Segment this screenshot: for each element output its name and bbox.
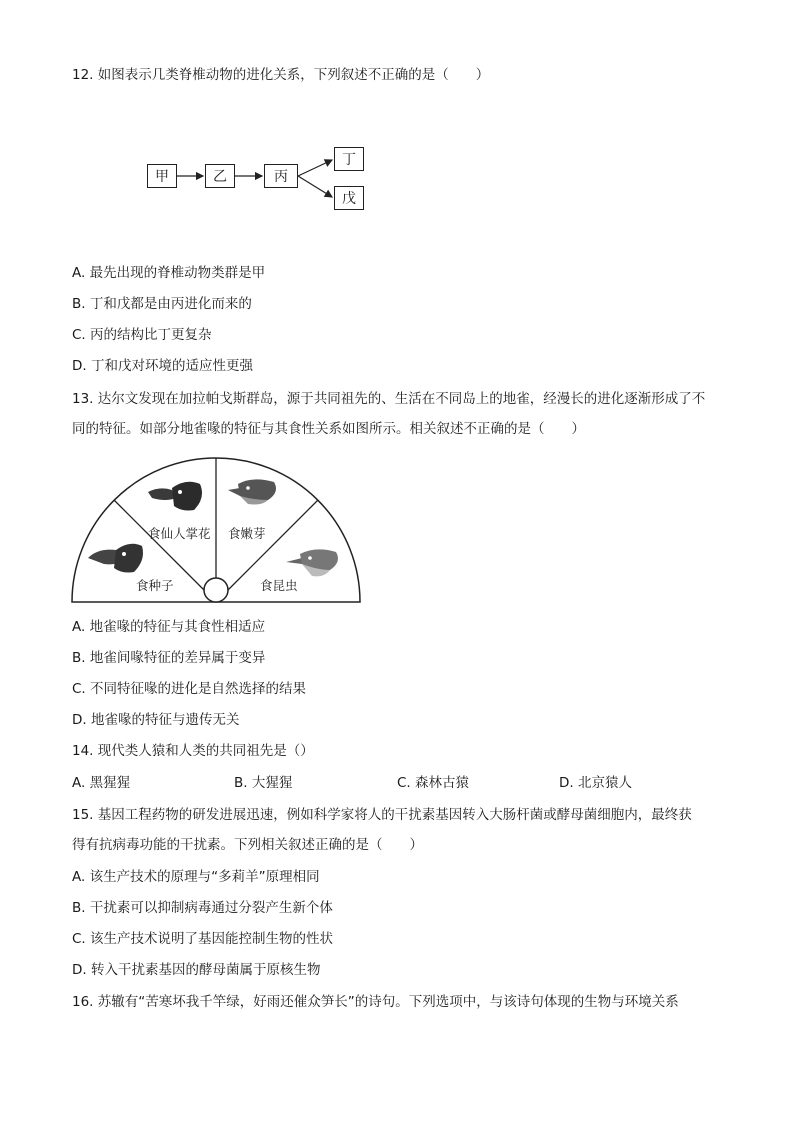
q14-option-a: A. 黑猩猩 [72,775,131,791]
q15-stem-line2: 得有抗病毒功能的干扰素。下列相关叙述正确的是（ ） [72,837,423,853]
q12-stem: 12. 如图表示几类脊椎动物的进化关系，下列叙述不正确的是（ ） [72,67,490,83]
arrow-bing-ding [298,160,332,176]
box-yi: 乙 [205,164,235,188]
q13-option-a: A. 地雀喙的特征与其食性相适应 [72,619,266,635]
box-jia: 甲 [147,164,177,188]
q13-option-b: B. 地雀间喙特征的差异属于变异 [72,650,266,666]
q12-option-b: B. 丁和戊都是由丙进化而来的 [72,296,252,312]
box-wu: 戊 [334,186,364,210]
sector-label-seed: 食种子 [136,578,174,593]
q12-arrows [0,0,794,260]
q15-option-a: A. 该生产技术的原理与“多莉羊”原理相同 [72,869,320,885]
q12-option-a: A. 最先出现的脊椎动物类群是甲 [72,265,266,281]
q13-beak-diagram [68,450,368,610]
q15-option-d: D. 转入干扰素基因的酵母菌属于原核生物 [72,962,321,978]
q14-option-c: C. 森林古猿 [397,775,470,791]
arrow-bing-wu [298,176,332,197]
q14-option-b: B. 大猩猩 [234,775,293,791]
box-ding: 丁 [334,147,364,171]
q14-option-d: D. 北京猿人 [559,775,632,791]
box-bing: 丙 [264,164,298,188]
q13-stem-line2: 同的特征。如部分地雀喙的特征与其食性关系如图所示。相关叙述不正确的是（ ） [72,421,585,437]
sector-label-insect: 食昆虫 [260,578,298,593]
q12-option-d: D. 丁和戊对环境的适应性更强 [72,358,253,374]
center-circle [204,578,228,602]
q15-stem-line1: 15. 基因工程药物的研发进展迅速，例如科学家将人的干扰素基因转入大肠杆菌或酵母菌细胞内，最终获 [72,807,692,823]
q15-option-b: B. 干扰素可以抑制病毒通过分裂产生新个体 [72,900,333,916]
q15-option-c: C. 该生产技术说明了基因能控制生物的性状 [72,931,334,947]
q13-option-c: C. 不同特征喙的进化是自然选择的结果 [72,681,307,697]
sector-label-bud: 食嫩芽 [228,526,266,541]
q14-stem: 14. 现代类人猿和人类的共同祖先是（） [72,743,314,759]
q13-stem-line1: 13. 达尔文发现在加拉帕戈斯群岛，源于共同祖先的、生活在不同岛上的地雀，经漫长的进化逐渐形成了不 [72,391,706,407]
q13-option-d: D. 地雀喙的特征与遗传无关 [72,712,240,728]
q16-stem: 16. 苏辙有“苦寒坏我千竿绿，好雨还催众笋长”的诗句。下列选项中，与该诗句体现的生物与环境关系 [72,994,679,1010]
sector-label-cactus: 食仙人掌花 [148,526,211,541]
q12-option-c: C. 丙的结构比丁更复杂 [72,327,212,343]
